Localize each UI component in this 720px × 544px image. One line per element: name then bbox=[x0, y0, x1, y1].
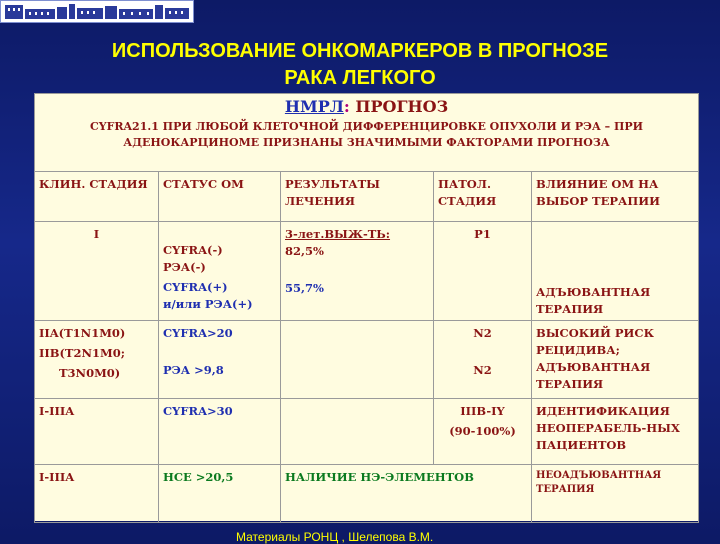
stage-line: IIB(T2N1M0; bbox=[39, 346, 125, 360]
slide-title-line2: РАКА ЛЕГКОГО bbox=[284, 67, 436, 89]
status-cell: HCE >20,5 bbox=[159, 465, 281, 523]
table-header-row bbox=[35, 94, 699, 172]
header-colon: : bbox=[343, 97, 350, 116]
table-header-title bbox=[39, 96, 694, 117]
result-cell bbox=[281, 321, 434, 399]
patol-line: (90-100%) bbox=[449, 424, 516, 438]
survival-value: 82,5% bbox=[285, 244, 324, 258]
status-cell bbox=[159, 321, 281, 399]
status-line: РЭА >9,8 bbox=[163, 363, 224, 377]
therapy-cell: НЕОАДЪЮВАНТНАЯ ТЕРАПИЯ bbox=[532, 465, 699, 523]
header-prognosis: ПРОГНОЗ bbox=[349, 97, 449, 116]
status-cell: CYFRA>30 bbox=[159, 399, 281, 465]
table-header-subtitle: CYFRA21.1 ПРИ ЛЮБОЙ КЛЕТОЧНОЙ ДИФФЕРЕНЦИРОВКЕ ОПУХОЛИ И РЭА – ПРИ АДЕНОКАРЦИНОМЕ ПРИЗНАНЫ ЗНАЧИМЫМИ ФАКТОРАМИ ПРОГНОЗА bbox=[89, 120, 644, 149]
col-header-clin-stage: КЛИН. СТАДИЯ bbox=[35, 172, 159, 222]
status-line: РЭА(-) bbox=[163, 260, 206, 274]
therapy-cell bbox=[532, 222, 699, 321]
footer-source: Материалы РОНЦ , Шелепова В.М. bbox=[236, 530, 434, 544]
result-cell bbox=[281, 399, 434, 465]
result-cell: НАЛИЧИЕ НЭ-ЭЛЕМЕНТОВ bbox=[281, 465, 532, 523]
table-header-cell bbox=[35, 94, 699, 172]
status-line: CYFRA(-) bbox=[163, 243, 223, 257]
table-row bbox=[35, 465, 699, 523]
patol-line: IIIB-IY bbox=[460, 404, 505, 418]
status-line: CYFRA>20 bbox=[163, 326, 233, 340]
therapy-cell: ВЫСОКИЙ РИСК РЕЦИДИВА; АДЪЮВАНТНАЯ ТЕРАПИЯ bbox=[532, 321, 699, 399]
logo-banner bbox=[0, 0, 194, 23]
result-cell bbox=[281, 222, 434, 321]
patol-line: N2 bbox=[473, 326, 492, 340]
stage-cell bbox=[35, 321, 159, 399]
table-row bbox=[35, 222, 699, 321]
patol-line: N2 bbox=[473, 363, 492, 377]
stage-cell: I-IIIA bbox=[35, 465, 159, 523]
table-row bbox=[35, 321, 699, 399]
patol-cell: P1 bbox=[434, 222, 532, 321]
stage-line: IIA(T1N1M0) bbox=[39, 326, 126, 340]
status-line: CYFRA(+) bbox=[163, 280, 228, 294]
therapy-text: АДЪЮВАНТНАЯ ТЕРАПИЯ bbox=[536, 285, 651, 316]
table-row bbox=[35, 399, 699, 465]
col-header-results: РЕЗУЛЬТАТЫ ЛЕЧЕНИЯ bbox=[281, 172, 434, 222]
col-header-therapy: ВЛИЯНИЕ ОМ НА ВЫБОР ТЕРАПИИ bbox=[532, 172, 699, 222]
status-cell bbox=[159, 222, 281, 321]
survival-label: 3-лет.ВЫЖ-ТЬ: bbox=[285, 227, 391, 241]
stage-line: T3N0M0) bbox=[59, 366, 121, 380]
status-line: и/или РЭА(+) bbox=[163, 297, 253, 311]
survival-value: 55,7% bbox=[285, 281, 324, 295]
slide-title-line1: ИСПОЛЬЗОВАНИЕ ОНКОМАРКЕРОВ В ПРОГНОЗЕ bbox=[111, 40, 609, 62]
building-logo-icon bbox=[1, 1, 193, 22]
stage-cell: I bbox=[35, 222, 159, 321]
therapy-cell: ИДЕНТИФИКАЦИЯ НЕОПЕРАБЕЛЬ-НЫХ ПАЦИЕНТОВ bbox=[532, 399, 699, 465]
nsclc-link[interactable]: НМРЛ bbox=[284, 97, 344, 116]
patol-cell bbox=[434, 399, 532, 465]
column-header-row bbox=[35, 172, 699, 222]
stage-cell: I-IIIA bbox=[35, 399, 159, 465]
slide-title bbox=[40, 38, 680, 92]
prognosis-table bbox=[34, 93, 699, 523]
col-header-patol-stage: ПАТОЛ. СТАДИЯ bbox=[434, 172, 532, 222]
patol-cell bbox=[434, 321, 532, 399]
col-header-om-status: СТАТУС ОМ bbox=[159, 172, 281, 222]
